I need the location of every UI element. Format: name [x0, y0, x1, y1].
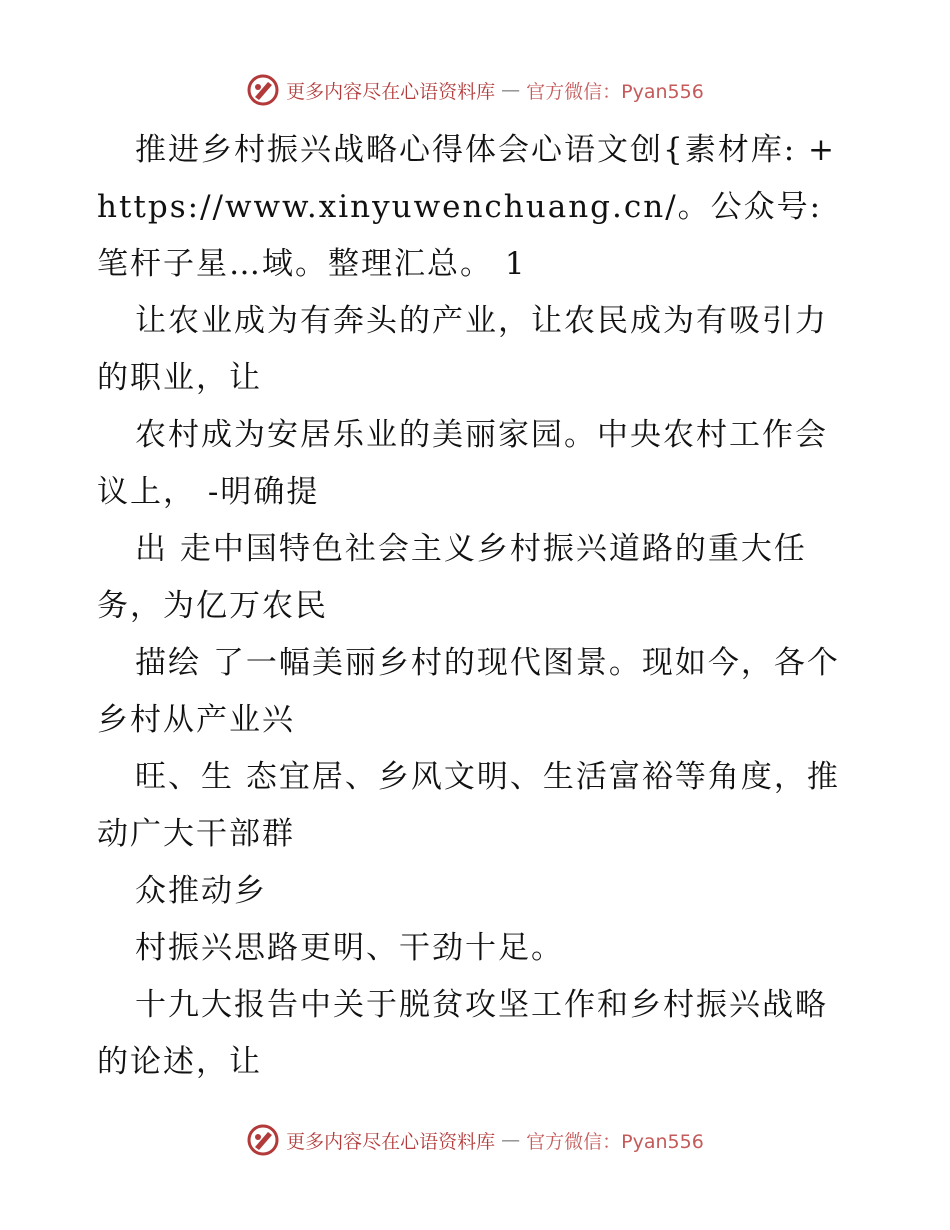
paragraph: 众推动乡 — [135, 873, 267, 909]
watermark-site-text: 更多内容尽在心语资料库 — [286, 80, 496, 103]
brand-logo-icon — [246, 73, 280, 107]
paragraph: 让农业成为有奔头的产业，让农民成为有吸引力的职业，让 — [97, 303, 828, 396]
watermark-dash: — — [501, 1129, 521, 1151]
paragraph: 推进乡村振兴战略心得体会心语文创{素材库: +https://www.xinyuwenchuang.cn/。公众号: 笔杆子星…域。整理汇总。 1 — [97, 132, 836, 282]
watermark-dash: — — [501, 79, 521, 101]
watermark-site-text: 更多内容尽在心语资料库 — [286, 1130, 496, 1153]
brand-logo-icon — [246, 1123, 280, 1157]
paragraph: 村振兴思路更明、干劲十足。 — [135, 930, 564, 966]
paragraph: 出 走中国特色社会主义乡村振兴道路的重大任务，为亿万农民 — [97, 531, 807, 624]
watermark-contact-text: 官方微信：Pyan556 — [526, 80, 704, 103]
paragraph: 农村成为安居乐业的美丽家园。中央农村工作会议上， -明确提 — [97, 417, 828, 510]
document-body — [97, 122, 857, 1091]
watermark-contact-text: 官方微信：Pyan556 — [526, 1130, 704, 1153]
paragraph: 十九大报告中关于脱贫攻坚工作和乡村振兴战略的论述，让 — [97, 987, 828, 1080]
header-watermark — [0, 70, 950, 110]
paragraph: 描绘 了一幅美丽乡村的现代图景。现如今，各个乡村从产业兴 — [97, 645, 840, 738]
footer-watermark — [0, 1120, 950, 1160]
paragraph: 旺、生 态宜居、乡风文明、生活富裕等角度，推动广大干部群 — [97, 759, 840, 852]
